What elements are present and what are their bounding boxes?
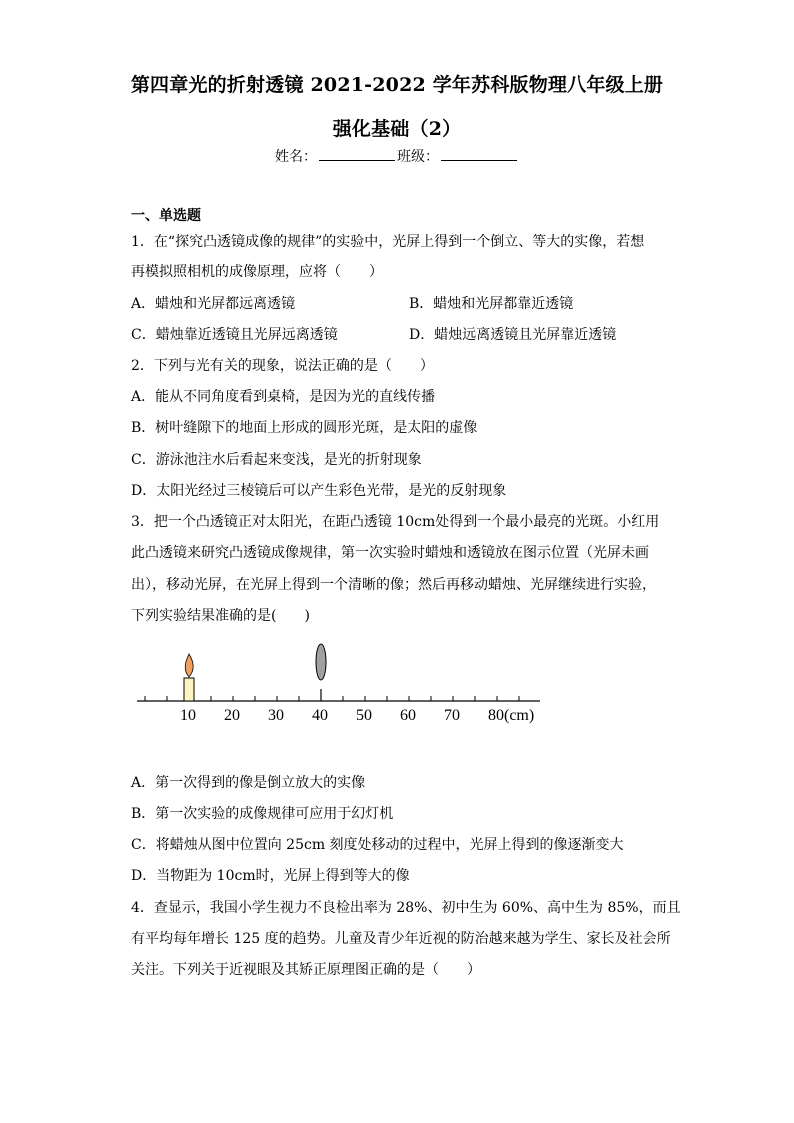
q2-option-c: C．游泳池注水后看起来变浅，是光的折射现象 xyxy=(131,452,422,468)
name-blank xyxy=(319,148,395,161)
q1-stem-line2: 再模拟照相机的成像原理，应将（ ） xyxy=(131,264,383,280)
q3-stem-line2: 此凸透镜来研究凸透镜成像规律，第一次实验时蜡烛和透镜放在图示位置（光屏未画 xyxy=(131,545,649,561)
candle-flame-icon xyxy=(185,654,193,677)
q4-stem-line1: 4．查显示，我国小学生视力不良检出率为 28%、初中生为 60%、高中生为 85%，而且 xyxy=(131,900,681,916)
bench-tick-label: 30 xyxy=(268,707,284,724)
q3-option-a: A．第一次得到的像是倒立放大的实像 xyxy=(131,775,366,791)
q3-stem-line1: 3．把一个凸透镜正对太阳光，在距凸透镜 10cm处得到一个最小最亮的光斑。小红用 xyxy=(131,514,660,530)
convex-lens xyxy=(316,644,326,680)
q1-option-b: B．蜡烛和光屏都靠近透镜 xyxy=(409,296,574,312)
q2-stem: 2．下列与光有关的现象，说法正确的是（ ） xyxy=(131,358,434,374)
bench-tick-labels xyxy=(180,707,534,724)
q4-stem-line3: 关注。下列关于近视眼及其矫正原理图正确的是（ ） xyxy=(131,962,481,978)
worksheet-subtitle: 强化基础（2） xyxy=(332,118,462,140)
class-blank xyxy=(441,148,517,161)
bench-tick-label: 10 xyxy=(180,707,196,724)
class-label: 班级： xyxy=(397,149,439,165)
q1-option-a: A．蜡烛和光屏都远离透镜 xyxy=(131,296,296,312)
bench-tick-label: 70 xyxy=(444,707,460,724)
bench-ticks xyxy=(145,696,519,701)
q3-stem-line3: 出），移动光屏，在光屏上得到一个清晰的像；然后再移动蜡烛、光屏继续进行实验， xyxy=(131,577,656,593)
q2-option-b: B．树叶缝隙下的地面上形成的圆形光斑，是太阳的虚像 xyxy=(131,420,478,436)
q1-option-d: D．蜡烛远离透镜且光屏靠近透镜 xyxy=(409,327,617,343)
bench-tick-label: 80(cm) xyxy=(488,707,535,724)
q3-option-d: D．当物距为 10cm时，光屏上得到等大的像 xyxy=(131,868,410,884)
q2-option-a: A．能从不同角度看到桌椅，是因为光的直线传播 xyxy=(131,389,436,405)
bench-tick-label: 50 xyxy=(356,707,372,724)
bench-tick-label: 40 xyxy=(312,707,328,724)
q3-option-b: B．第一次实验的成像规律可应用于幻灯机 xyxy=(131,806,394,822)
q1-option-c: C．蜡烛靠近透镜且光屏远离透镜 xyxy=(131,327,338,343)
bench-tick-label: 60 xyxy=(400,707,416,724)
bench-tick-label: 20 xyxy=(224,707,240,724)
q3-option-c: C．将蜡烛从图中位置向 25cm 刻度处移动的过程中，光屏上得到的像逐渐变大 xyxy=(131,837,624,853)
q4-stem-line2: 有平均每年增长 125 度的趋势。儿童及青少年近视的防治越来越为学生、家长及社会所 xyxy=(131,931,671,947)
section-heading: 一、单选题 xyxy=(131,208,201,224)
q3-stem-line4: 下列实验结果准确的是( ) xyxy=(131,608,310,624)
q1-stem-line1: 1．在“探究凸透镜成像的规律”的实验中，光屏上得到一个倒立、等大的实像，若想 xyxy=(131,234,645,250)
worksheet-title: 第四章光的折射透镜 2021-2022 学年苏科版物理八年级上册 xyxy=(130,74,664,96)
name-label: 姓名： xyxy=(275,149,317,165)
candle xyxy=(184,678,194,701)
student-info xyxy=(0,146,794,166)
optical-bench-figure xyxy=(131,640,551,730)
q2-option-d: D．太阳光经过三棱镜后可以产生彩色光带，是光的反射现象 xyxy=(131,483,507,499)
